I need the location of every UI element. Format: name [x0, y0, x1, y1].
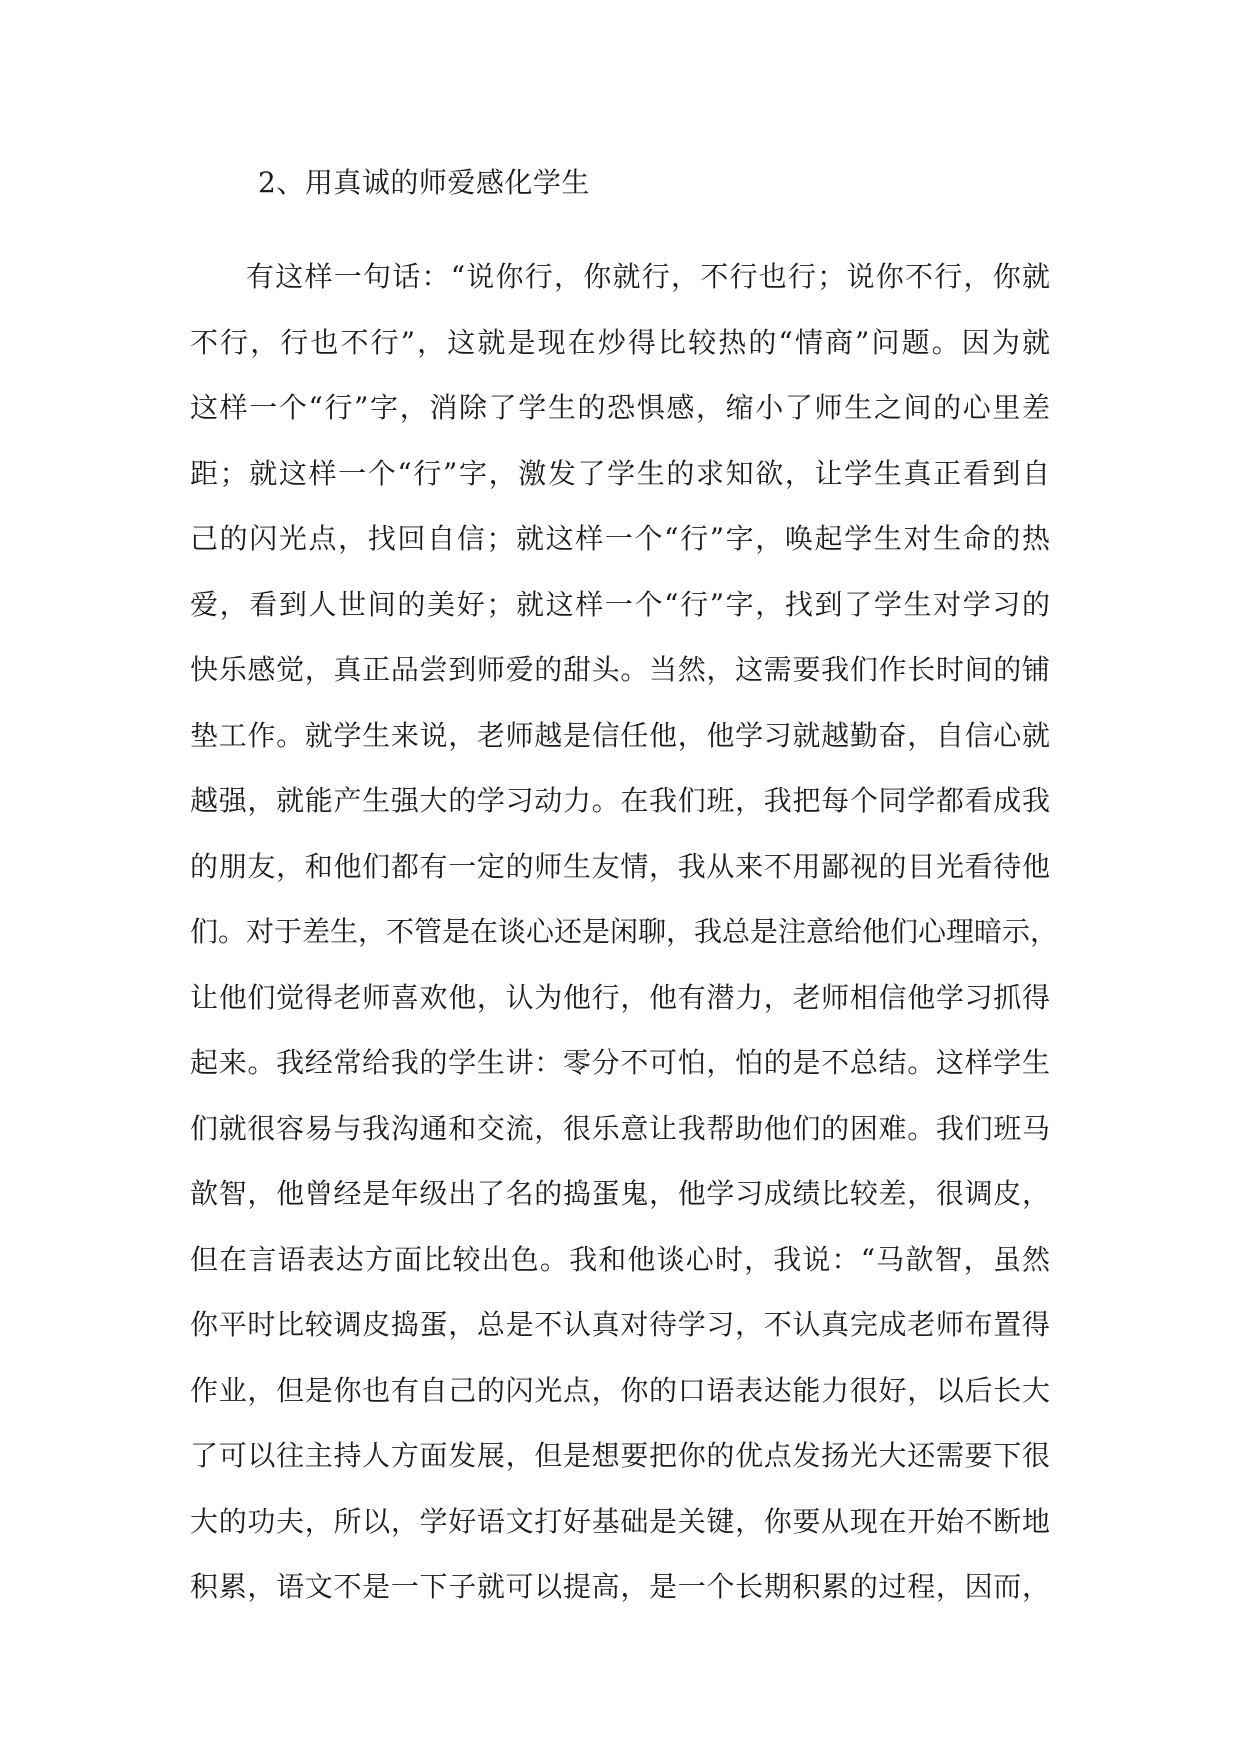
text-line: 快乐感觉，真正品尝到师爱的甜头。当然，这需要我们作长时间的铺 [190, 653, 1050, 686]
text-line: 垫工作。就学生来说，老师越是信任他，他学习就越勤奋，自信心就 [190, 718, 1050, 752]
text-line: 爱，看到人世间的美好；就这样一个“行”字，找到了学生对学习的 [190, 587, 1050, 621]
text-line: 的朋友，和他们都有一定的师生友情，我从来不用鄙视的目光看待他 [190, 849, 1050, 883]
text-line: 距；就这样一个“行”字，激发了学生的求知欲，让学生真正看到自 [190, 456, 1050, 490]
text-line: 越强，就能产生强大的学习动力。在我们班，我把每个同学都看成我 [190, 784, 1050, 817]
text-line: 有这样一句话：“说你行，你就行，不行也行；说你不行，你就 [246, 260, 1050, 293]
text-line: 但在言语表达方面比较出色。我和他谈心时，我说：“马歆智，虽然 [190, 1242, 1050, 1276]
text-line: 让他们觉得老师喜欢他，认为他行，他有潜力，老师相信他学习抓得 [190, 980, 1050, 1014]
text-line: 歆智，他曾经是年级出了名的捣蛋鬼，他学习成绩比较差，很调皮， [190, 1177, 1050, 1210]
text-line: 不行，行也不行”，这就是现在炒得比较热的“情商”问题。因为就 [190, 325, 1050, 359]
text-line: 们。对于差生，不管是在谈心还是闲聊，我总是注意给他们心理暗示， [190, 915, 1059, 948]
text-line: 了可以往主持人方面发展，但是想要把你的优点发扬光大还需要下很 [190, 1439, 1050, 1472]
body-paragraph [190, 257, 1059, 1633]
text-line: 己的闪光点，找回自信；就这样一个“行”字，唤起学生对生命的热 [190, 522, 1050, 555]
text-line: 积累，语文不是一下子就可以提高，是一个长期积累的过程，因而， [190, 1570, 1050, 1603]
text-line: 起来。我经常给我的学生讲：零分不可怕，怕的是不总结。这样学生 [190, 1046, 1050, 1079]
text-line: 你平时比较调皮捣蛋，总是不认真对待学习，不认真完成老师布置得 [190, 1308, 1050, 1341]
text-line: 们就很容易与我沟通和交流，很乐意让我帮助他们的困难。我们班马 [190, 1111, 1050, 1145]
text-line: 大的功夫，所以，学好语文打好基础是关键，你要从现在开始不断地 [190, 1504, 1050, 1538]
text-line: 作业，但是你也有自己的闪光点，你的口语表达能力很好，以后长大 [190, 1373, 1050, 1407]
section-heading: 2、用真诚的师爱感化学生 [258, 166, 590, 199]
text-line: 这样一个“行”字，消除了学生的恐惧感，缩小了师生之间的心里差 [190, 391, 1050, 424]
